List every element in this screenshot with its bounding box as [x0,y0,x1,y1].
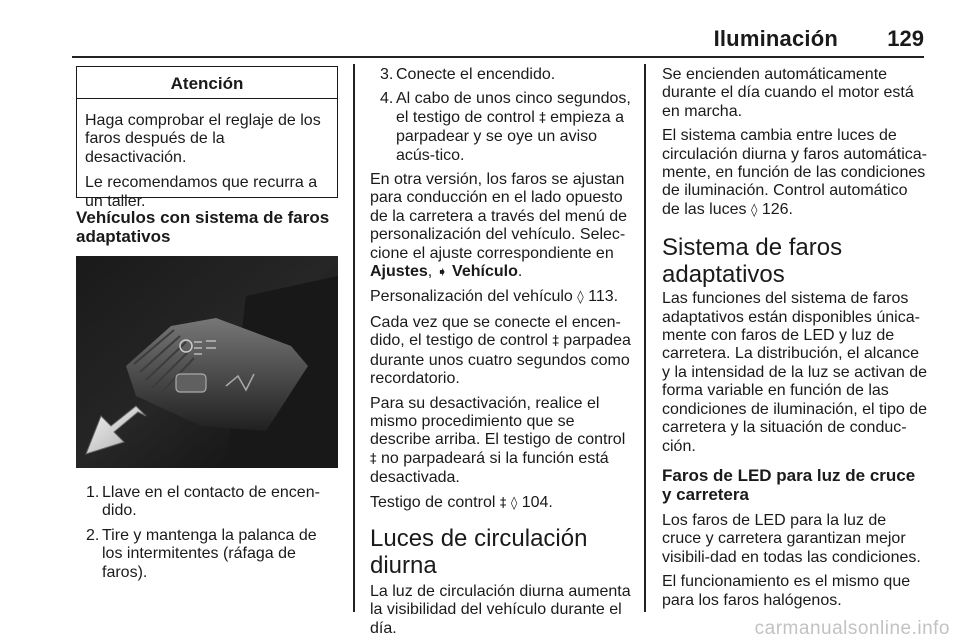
header-rule [72,56,924,58]
page-ref-icon: ◊ [750,202,758,218]
menu-ajustes: Ajustes [370,263,428,281]
menu-vehiculo: Vehículo [452,263,518,281]
warning-light-icon: ‡ [539,110,546,126]
step-text: Al cabo de unos cinco segundos, el testigo de control ‡ empieza a parpadear y se oye un aviso acús-tico. [396,90,631,164]
paragraph-testigo: Testigo de control ‡ ◊ 104. [370,493,553,511]
paragraph-encienden: Se encienden automáticamente durante el día cuando el motor está en marcha. [662,66,914,120]
paragraph-led: Los faros de LED para la luz de cruce y carretera garantizan mejor visibili-dad en todas las condiciones. [662,511,921,566]
paragraph-desactivacion: Para su desactivación, realice el mismo procedimiento que se describe arriba. El testigo de control ‡ no parpadeará si la función está desactivada. [370,394,626,487]
step-number: 4. [380,90,394,108]
step-number: 3. [380,66,394,83]
page-ref-icon: ◊ [510,495,518,511]
paragraph-version: En otra versión, los faros se ajustan para conducción en el lado opuesto de la carretera a través del menú de personalización del vehículo. Selec-cione el ajuste correspondiente en Ajustes, ➧ Vehículo. [370,171,628,281]
page-section-title: Iluminación [713,26,838,51]
steps-list-1 [76,484,340,582]
paragraph-sistema-cambia: El sistema cambia entre luces de circulación diurna y faros automática-mente, en función de las condiciones de iluminación. Control automático de las luces ◊ 126. [662,127,928,218]
list-item [370,90,634,165]
heading-sistema-faros: Sistema de faros adaptativos [662,234,843,289]
warning-light-icon: ‡ [552,334,559,350]
paragraph-luz-diurna: La luz de circulación diurna aumenta la visibilidad del vehículo durante el día. [370,582,631,637]
attention-body [77,99,337,211]
paragraph-funciones: Las funciones del sistema de faros adaptativos están disponibles única-mente con faros de LED y luz de carretera. La distribución, el alcance y la intensidad de la luz se activan de forma variable en función de las condiciones de iluminación, el tipo de carretera y la situación de conduc-ción. [662,290,928,455]
warning-light-icon: ‡ [499,495,507,511]
step-number: 2. [86,526,100,544]
vehicle-arrow-icon: ➧ [436,265,448,281]
attention-text-2: Le recomendamos que recurra a un taller. [85,174,318,210]
heading-luces-diurna: Luces de circulación diurna [370,524,588,579]
middle-column [370,66,634,642]
column-divider-right [644,64,646,612]
left-steps [76,484,340,588]
watermark-text: carmanualsonline.info [754,618,950,639]
step-text: Llave en el contacto de encen-dido. [102,484,320,520]
steps-list-2 [370,66,634,165]
paragraph-personalizacion: Personalización del vehículo ◊ 113. [370,288,619,306]
attention-text-1: Haga comprobar el reglaje de los faros después de la desactivación. [85,112,321,166]
step-text: Conecte el encendido. [396,66,556,83]
step-number: 1. [86,484,100,501]
lever-photo-svg [76,256,338,468]
list-item [76,527,340,582]
heading-adaptive-vehicles: Vehículos con sistema de faros adaptativos [76,208,330,246]
warning-light-icon: ‡ [370,451,377,467]
paragraph-funcionamiento: El funcionamiento es el mismo que para los faros halógenos. [662,573,911,609]
page-number: 129 [887,26,924,51]
heading-faros-led: Faros de LED para luz de cruce y carretera [662,465,916,504]
attention-box [76,66,338,210]
lever-illustration [76,256,338,468]
list-item [76,484,340,521]
right-column [662,66,928,616]
left-heading-block [76,208,338,246]
paragraph-cada-vez: Cada vez que se conecte el encen-dido, el testigo de control ‡ parpadea durante unos cuatro segundos como recordatorio. [370,313,631,388]
list-item [370,66,634,84]
column-divider-left [353,64,355,612]
attention-title: Atención [77,67,337,99]
page-ref-icon: ◊ [577,290,584,306]
step-text: Tire y mantenga la palanca de los intermitentes (ráfaga de faros). [102,526,317,581]
